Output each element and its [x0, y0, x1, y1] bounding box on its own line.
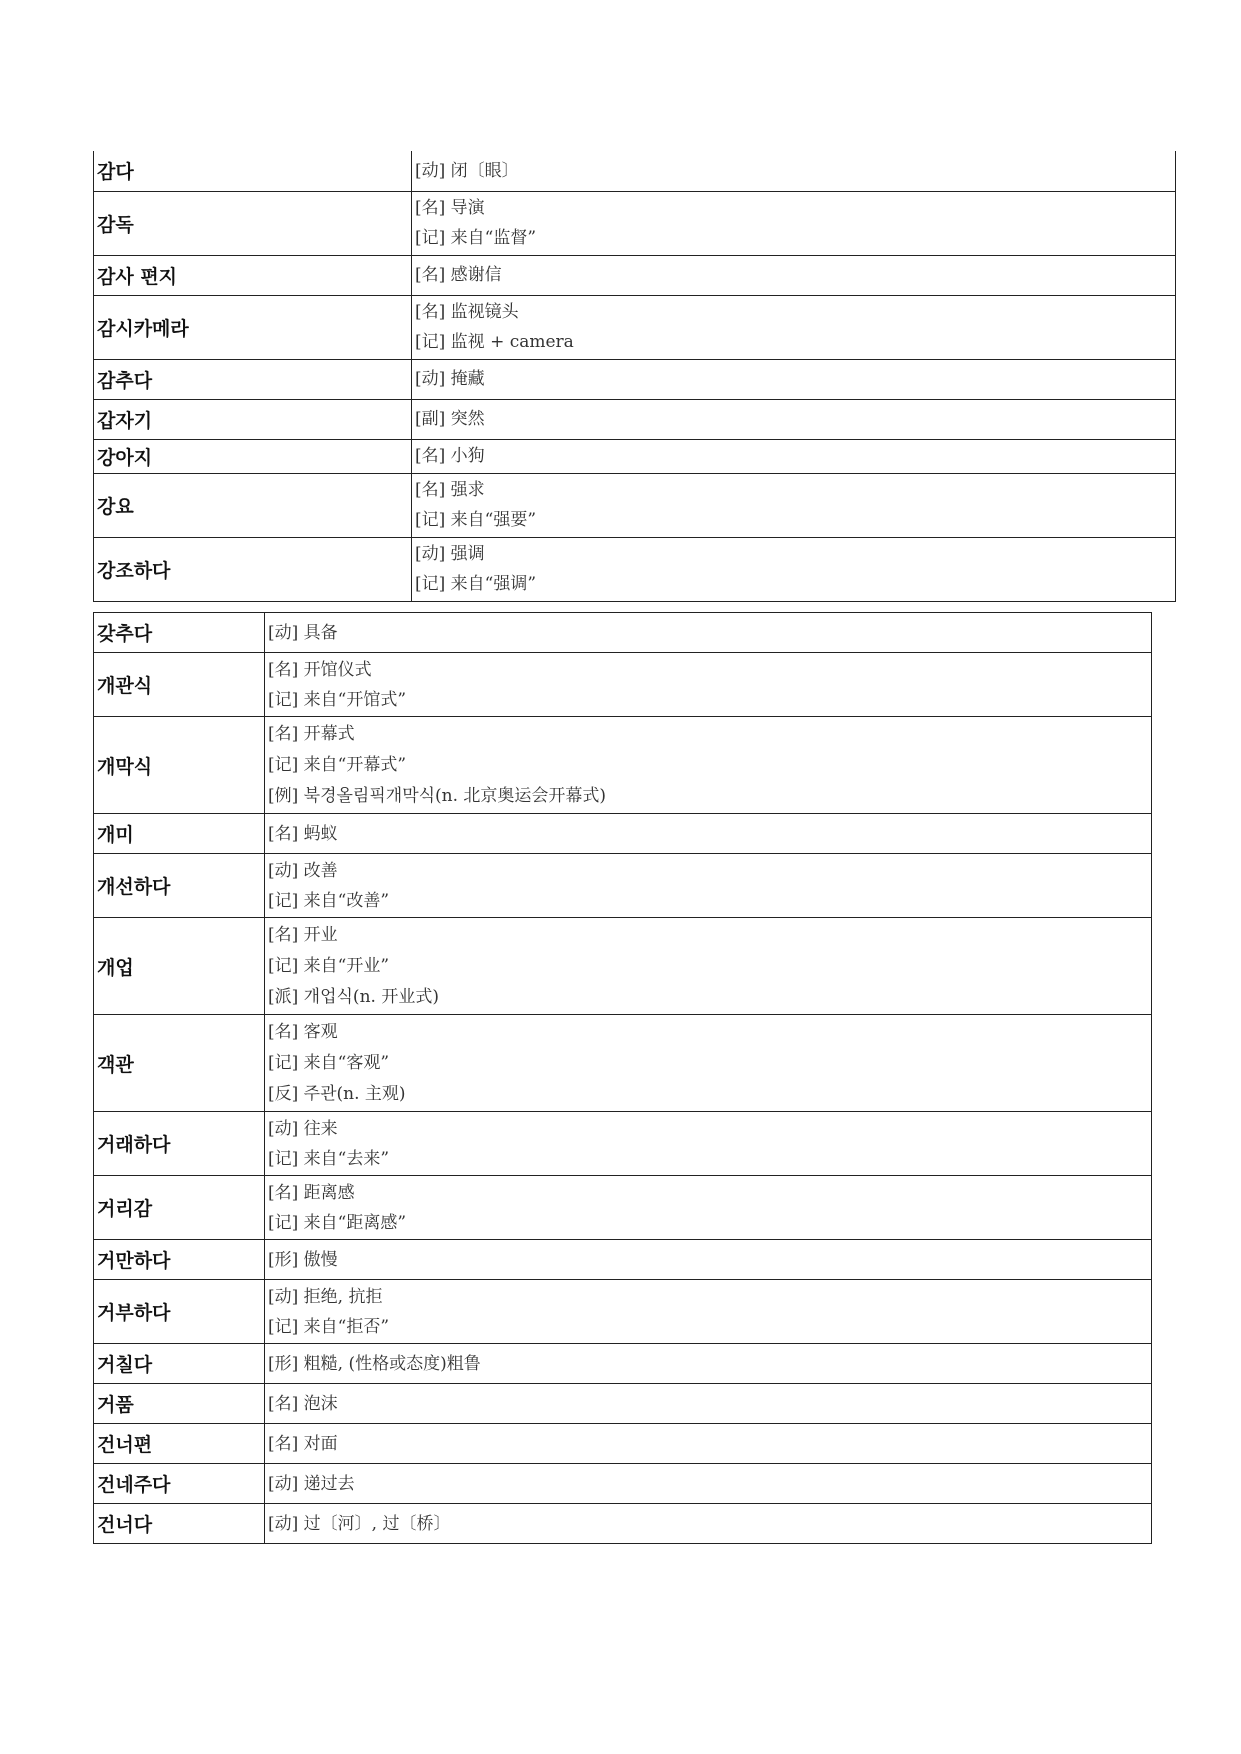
- table-row: [94, 473, 1176, 537]
- entry-term: 감시카메라: [94, 295, 412, 359]
- entry-definition: [265, 1344, 1152, 1384]
- entry-definition: [412, 537, 1176, 601]
- table-body-1: [94, 151, 1176, 601]
- entry-definition: [265, 1240, 1152, 1280]
- entry-term: 감추다: [94, 359, 412, 399]
- entry-term: 강아지: [94, 439, 412, 473]
- entry-term: 개관식: [94, 653, 265, 717]
- definition-line: [派] 개업식(n. 开业式): [268, 986, 439, 1007]
- entry-definition: [265, 717, 1152, 814]
- table-row: [94, 1280, 1152, 1344]
- table-row: [94, 1384, 1152, 1424]
- definition-line: [副] 突然: [415, 409, 485, 429]
- definition-line: [名] 导演: [415, 198, 485, 218]
- entry-term: 개미: [94, 814, 265, 854]
- table-row: [94, 151, 1176, 191]
- definition-line: [名] 泡沫: [268, 1393, 338, 1414]
- definition-line: [动] 递过去: [268, 1473, 355, 1494]
- table-row: [94, 854, 1152, 918]
- entry-definition: [265, 653, 1152, 717]
- entry-term: 거칠다: [94, 1344, 265, 1384]
- entry-term: 개막식: [94, 717, 265, 814]
- dictionary-table-2: [93, 612, 1152, 1544]
- entry-definition: [265, 1176, 1152, 1240]
- entry-definition: [265, 1112, 1152, 1176]
- entry-definition: [412, 359, 1176, 399]
- definition-line: [形] 傲慢: [268, 1249, 338, 1270]
- entry-term: 거래하다: [94, 1112, 265, 1176]
- definition-line: [名] 距离感: [268, 1182, 355, 1203]
- table-row: [94, 439, 1176, 473]
- definition-line: [记] 来自“监督”: [415, 228, 537, 248]
- entry-definition: [265, 1424, 1152, 1464]
- definition-line: [动] 具备: [268, 622, 338, 643]
- entry-term: 거품: [94, 1384, 265, 1424]
- definition-line: [记] 来自“开幕式”: [268, 754, 407, 775]
- table-row: [94, 1424, 1152, 1464]
- entry-term: 거리감: [94, 1176, 265, 1240]
- table-row: [94, 1344, 1152, 1384]
- entry-definition: [412, 255, 1176, 295]
- definition-line: [名] 感谢信: [415, 265, 502, 285]
- entry-definition: [412, 295, 1176, 359]
- table-row: [94, 295, 1176, 359]
- entry-term: 개선하다: [94, 854, 265, 918]
- definition-line: [动] 改善: [268, 860, 338, 881]
- definition-line: [记] 来自“开业”: [268, 955, 390, 976]
- definition-line: [反] 주관(n. 主观): [268, 1083, 406, 1104]
- table-row: [94, 717, 1152, 814]
- definition-line: [记] 来自“客观”: [268, 1052, 390, 1073]
- definition-line: [动] 闭〔眼〕: [415, 160, 519, 181]
- definition-line: [记] 来自“拒否”: [268, 1316, 390, 1337]
- definition-line: [名] 开业: [268, 924, 338, 945]
- entry-definition: [265, 613, 1152, 653]
- entry-term: 거부하다: [94, 1280, 265, 1344]
- entry-definition: [412, 439, 1176, 473]
- definition-line: [名] 客观: [268, 1021, 338, 1042]
- definition-line: [记] 来自“去来”: [268, 1148, 390, 1169]
- table-row: [94, 613, 1152, 653]
- definition-line: [名] 开馆仪式: [268, 659, 372, 680]
- table-row: [94, 1015, 1152, 1112]
- definition-line: [名] 强求: [415, 480, 485, 500]
- table-body-2: [94, 613, 1152, 1544]
- definition-line: [名] 开幕式: [268, 723, 355, 744]
- definition-line: [名] 蚂蚁: [268, 823, 338, 844]
- definition-line: [名] 监视镜头: [415, 302, 519, 322]
- table-row: [94, 1240, 1152, 1280]
- definition-line: [名] 对面: [268, 1433, 338, 1454]
- entry-definition: [265, 1464, 1152, 1504]
- table-row: [94, 653, 1152, 717]
- table-row: [94, 1464, 1152, 1504]
- entry-definition: [412, 151, 1176, 191]
- entry-term: 건너다: [94, 1504, 265, 1544]
- entry-definition: [412, 399, 1176, 439]
- entry-definition: [265, 854, 1152, 918]
- definition-line: [形] 粗糙, (性格或态度)粗鲁: [268, 1353, 481, 1374]
- table-row: [94, 1112, 1152, 1176]
- entry-term: 강요: [94, 473, 412, 537]
- entry-definition: [265, 1015, 1152, 1112]
- table-row: [94, 1176, 1152, 1240]
- definition-line: [记] 来自“强要”: [415, 510, 537, 530]
- table-row: [94, 399, 1176, 439]
- table-row: [94, 1504, 1152, 1544]
- definition-line: [动] 拒绝, 抗拒: [268, 1286, 383, 1307]
- entry-term: 강조하다: [94, 537, 412, 601]
- entry-definition: [265, 918, 1152, 1015]
- definition-line: [记] 来自“改善”: [268, 890, 390, 911]
- entry-definition: [412, 473, 1176, 537]
- table-row: [94, 814, 1152, 854]
- definition-line: [记] 来自“距离感”: [268, 1212, 407, 1233]
- entry-definition: [265, 1280, 1152, 1344]
- entry-term: 개업: [94, 918, 265, 1015]
- entry-term: 객관: [94, 1015, 265, 1112]
- entry-term: 갑자기: [94, 399, 412, 439]
- entry-definition: [265, 1384, 1152, 1424]
- table-row: [94, 918, 1152, 1015]
- definition-line: [记] 来自“开馆式”: [268, 689, 407, 710]
- definition-line: [例] 북경올림픽개막식(n. 北京奥运会开幕式): [268, 785, 607, 806]
- definition-line: [名] 小狗: [415, 446, 485, 466]
- entry-definition: [265, 814, 1152, 854]
- entry-term: 갖추다: [94, 613, 265, 653]
- definition-line: [动] 往来: [268, 1118, 338, 1139]
- definition-line: [记] 来自“强调”: [415, 574, 537, 594]
- definition-line: [动] 强调: [415, 544, 485, 564]
- definition-line: [动] 掩藏: [415, 369, 485, 389]
- entry-term: 감독: [94, 191, 412, 255]
- entry-term: 건네주다: [94, 1464, 265, 1504]
- entry-term: 감다: [94, 151, 412, 191]
- table-row: [94, 191, 1176, 255]
- entry-definition: [412, 191, 1176, 255]
- entry-definition: [265, 1504, 1152, 1544]
- dictionary-table-1: [93, 151, 1176, 602]
- table-row: [94, 255, 1176, 295]
- entry-term: 감사 편지: [94, 255, 412, 295]
- entry-term: 건너편: [94, 1424, 265, 1464]
- definition-line: [动] 过〔河〕, 过〔桥〕: [268, 1513, 451, 1534]
- table-row: [94, 537, 1176, 601]
- entry-term: 거만하다: [94, 1240, 265, 1280]
- definition-line: [记] 监视 + camera: [415, 332, 574, 352]
- table-row: [94, 359, 1176, 399]
